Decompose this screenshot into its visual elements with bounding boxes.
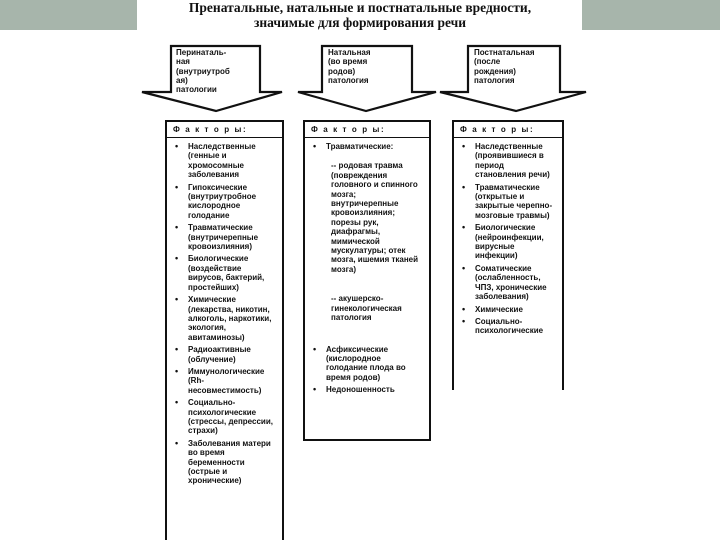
postnatal-label-line: рождения) — [474, 66, 516, 76]
postnatal-factors-heading: Ф а к т о р ы: — [454, 122, 562, 138]
postnatal-label-line: патология — [474, 75, 515, 85]
list-item: • Иммунологические (Rh-несовместимость) — [175, 367, 276, 395]
list-item: • Социально-психологические (стрессы, депрессии, страхи) — [175, 398, 276, 436]
perinatal-label-line: (внутриутроб — [176, 66, 230, 76]
list-item: • Химические (лекарства, никотин, алкоголь, наркотики, экология, авитаминозы) — [175, 295, 276, 342]
natal-factors-list-2 — [305, 345, 429, 395]
perinatal-factors-heading: Ф а к т о р ы: — [167, 122, 282, 138]
list-item: • Соматические (ослабленность, ЧПЗ, хронические заболевания) — [462, 264, 556, 302]
list-item: • Асфиксические (кислородное голодание плода во время родов) — [313, 345, 423, 383]
list-item: • Химические — [462, 305, 556, 314]
perinatal-factors-box — [165, 120, 284, 540]
postnatal-label — [474, 48, 535, 85]
obstetric-pathology-subitem: -- акушерско-гинекологическая патология — [331, 294, 402, 323]
list-item: • Радиоактивные (облучение) — [175, 345, 276, 364]
natal-label-line: (во время — [328, 57, 368, 67]
natal-label-line: патология — [328, 75, 369, 85]
list-item: • Травматические (открытые и закрытые черепно-мозговые травмы) — [462, 183, 556, 221]
perinatal-label-line: патологии — [176, 85, 217, 95]
list-item: • Биологические (воздействие вирусов, бактерий, простейших) — [175, 254, 276, 292]
list-item: • Гипоксические (внутриутробное кислородное голодание — [175, 183, 276, 221]
perinatal-factors-list — [167, 138, 282, 486]
title-line-2: значимые для формирования речи — [253, 15, 467, 30]
postnatal-label-line: (после — [474, 57, 501, 67]
perinatal-arrow — [138, 44, 286, 114]
perinatal-label — [176, 48, 230, 94]
natal-label — [328, 48, 371, 85]
list-item: • Наследственные (генные и хромосомные заболевания — [175, 142, 276, 180]
birth-trauma-subitem: -- родовая травма (повреждения головного и спинного мозга; внутричерепные кровоизлияния; порезы рук, диафрагмы, мимической мускулатуры; отек мозга, ишемия тканей мозга) — [331, 161, 419, 274]
list-item: • Наследственные (проявившиеся в период становления речи) — [462, 142, 556, 180]
perinatal-label-line: ая) — [176, 75, 188, 85]
postnatal-arrow — [436, 44, 592, 114]
postnatal-factors-list — [454, 138, 562, 336]
list-item: • Социально-психологические — [462, 317, 556, 336]
natal-arrow — [294, 44, 442, 114]
perinatal-label-line: ная — [176, 57, 190, 67]
list-item: • Биологические (нейроинфекции, вирусные инфекции) — [462, 223, 556, 261]
list-item: • Заболевания матери во время беременности (острые и хронические) — [175, 439, 276, 486]
natal-label-line: Натальная — [328, 48, 371, 57]
top-band-left — [0, 0, 137, 30]
list-item: • Травматические: — [313, 142, 423, 151]
postnatal-factors-box — [452, 120, 564, 390]
natal-factors-box — [303, 120, 431, 441]
list-item: • Недоношенность — [313, 385, 423, 394]
natal-factors-heading: Ф а к т о р ы: — [305, 122, 429, 138]
postnatal-label-line: Постнатальная — [474, 48, 535, 57]
perinatal-label-line: Перинаталь- — [176, 48, 227, 57]
natal-label-line: родов) — [328, 66, 356, 76]
title-line-1: Пренатальные, натальные и постнатальные вредности, — [188, 0, 532, 15]
list-item: • Травматические (внутричерепные кровоизлияния) — [175, 223, 276, 251]
diagram-title — [140, 0, 580, 30]
natal-factors-list — [305, 138, 429, 151]
top-band-right — [582, 0, 720, 30]
